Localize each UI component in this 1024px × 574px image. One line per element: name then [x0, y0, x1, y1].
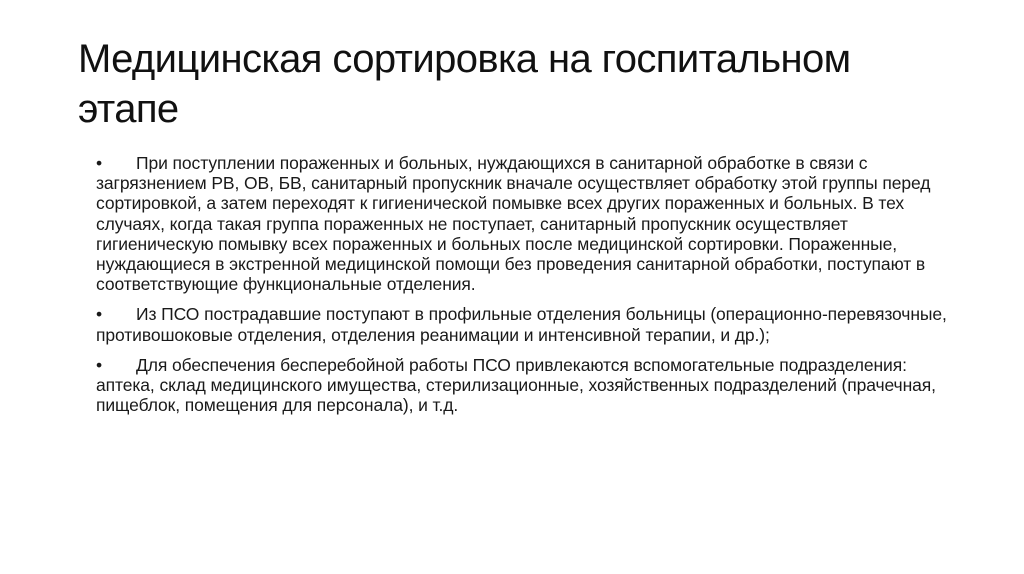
bullet-item — [96, 153, 966, 294]
bullet-marker: • — [96, 153, 103, 173]
bullet-marker: • — [96, 354, 103, 375]
bullet-text: При поступлении пораженных и больных, нуждающихся в санитарной обработке в связи с загрязнением РВ, ОВ, БВ, санитарный пропускник вначале осуществляет обработку этой группы перед сортировкой, а затем переходят к гигиенической помывке всех других пораженных и больных. В тех случаях, когда такая группа пораженных не поступает, санитарный пропускник осуществляет гигиеническую помывку всех пораженных и больных после медицинской сортировки. Пораженные, нуждающиеся в экстренной медицинской помощи без проведения санитарной обработки, поступают в соответствующие функциональные отделения. — [96, 153, 931, 295]
bullet-text: Из ПСО пострадавшие поступают в профильные отделения больницы (операционно-перевязочные, противошоковые отделения, отделения реанимации и интенсивной терапии, и др.); — [96, 304, 947, 345]
bullet-item — [96, 304, 966, 344]
bullet-list — [96, 153, 966, 425]
slide-title: Медицинская сортировка на госпитальном этапе — [78, 37, 851, 131]
bullet-item — [96, 355, 966, 416]
bullet-text: Для обеспечения бесперебойной работы ПСО привлекаются вспомогательные подразделения: аптека, склад медицинского имущества, стерилизационные, хозяйственных подразделений (прачечная, пищеблок, помещения для персонала), и т.д. — [96, 354, 936, 416]
bullet-marker: • — [96, 304, 103, 325]
